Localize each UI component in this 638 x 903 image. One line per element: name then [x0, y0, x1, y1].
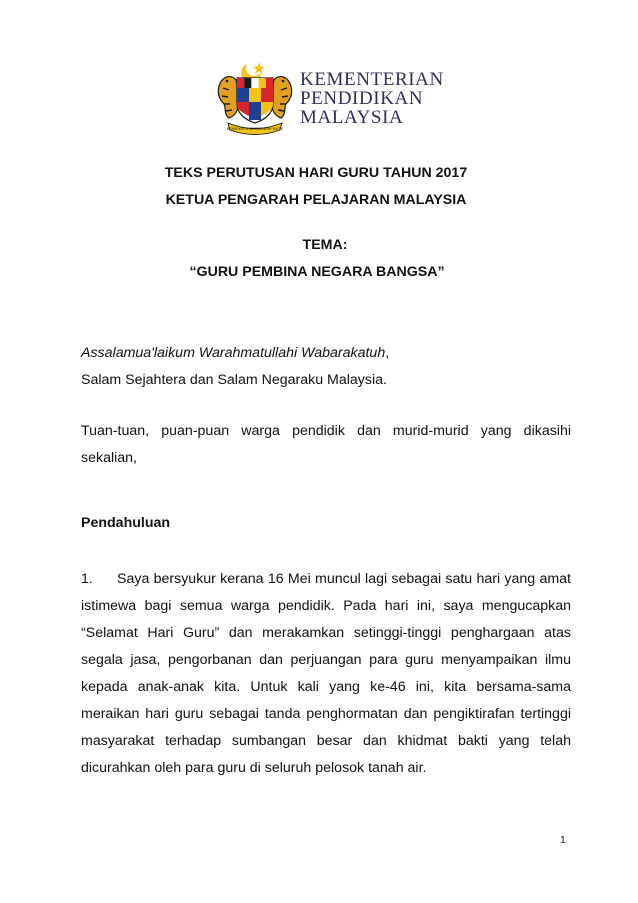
greeting-comma: , — [385, 345, 390, 361]
theme-label: TEMA: — [302, 237, 348, 253]
crest-motto: BERSEKUTU BERTAMBAH MUTU — [226, 127, 284, 131]
ministry-name-line-1: KEMENTERIAN — [300, 69, 444, 90]
section-heading: Pendahuluan — [81, 515, 171, 531]
greeting-arabic: Assalamua'laikum Warahmatullahi Wabarakatuh — [81, 345, 386, 361]
ministry-name-line-3: MALAYSIA — [300, 107, 404, 128]
address-paragraph: Tuan-tuan, puan-puan warga pendidik dan murid-murid yang dikasihi sekalian, — [81, 423, 571, 466]
greeting — [81, 340, 571, 394]
ministry-logo — [214, 60, 514, 140]
ministry-name — [300, 70, 444, 127]
paragraph-1 — [81, 566, 571, 782]
paragraph-number: 1. — [81, 571, 93, 587]
ministry-name-line-2: PENDIDIKAN — [300, 88, 424, 109]
theme-title: “GURU PEMBINA NEGARA BANGSA” — [189, 264, 445, 280]
document-subtitle: KETUA PENGARAH PELAJARAN MALAYSIA — [165, 192, 467, 208]
page-number: 1 — [560, 834, 566, 846]
greeting-salam: Salam Sejahtera dan Salam Negaraku Malaysia. — [81, 372, 387, 388]
paragraph-text: Saya bersyukur kerana 16 Mei muncul lagi sebagai satu hari yang amat istimewa bagi semua warga pendidik. Pada hari ini, saya mengucapkan “Selamat Hari Guru” dan merakamkan setinggi-tinggi penghargaan atas segala jasa, pengorbanan dan perjuangan para guru menyampaikan ilmu kepada anak-anak kita. Untuk kali yang ke-46 ini, kita bersama-sama meraikan hari guru sebagai tanda penghormatan dan pengiktirafan tertinggi masyarakat terhadap sumbangan besar dan khidmat bakti yang telah dicurahkan oleh para guru di seluruh pelosok tanah air. — [81, 571, 571, 776]
malaysia-coat-of-arms-icon — [214, 60, 296, 136]
document-title: TEKS PERUTUSAN HARI GURU TAHUN 2017 — [164, 165, 468, 181]
